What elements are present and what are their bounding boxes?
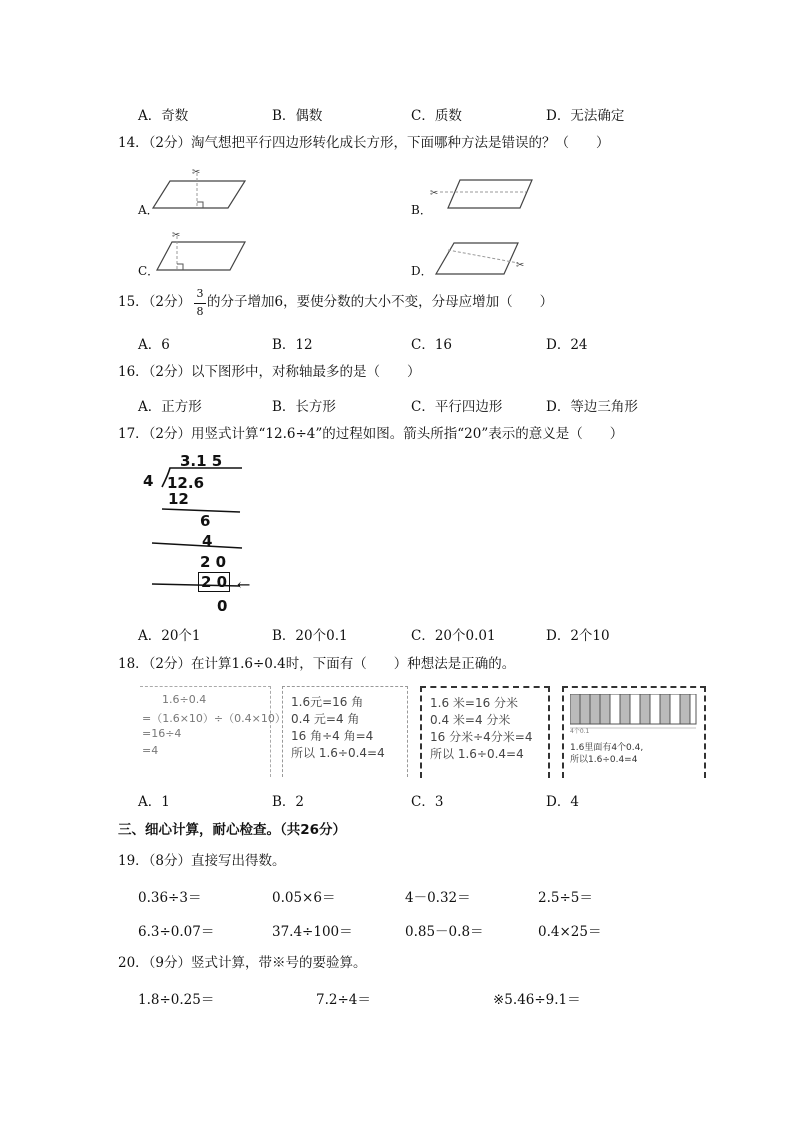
q19-item-4: 2.5÷5＝ — [538, 890, 593, 906]
q15-fraction-numerator: 3 — [196, 287, 204, 300]
box2-line-2: 0.4 元=4 角 — [291, 712, 360, 726]
q16-option-d: D．等边三角形 — [546, 399, 638, 415]
arrow-left-icon: ← — [237, 575, 251, 594]
box2-line-3: 16 角÷4 角=4 — [291, 729, 374, 743]
q15-stem: 的分子增加6，要使分数的大小不变，分母应增加（ ） — [207, 294, 554, 310]
q15-option-d: D．24 — [546, 337, 588, 353]
box2-line-1: 1.6元=16 角 — [291, 695, 364, 709]
q18-option-c: C．3 — [411, 794, 444, 810]
box1-line-3: =16÷4 — [142, 727, 182, 740]
q19-item-6: 37.4÷100＝ — [272, 924, 353, 940]
division-row-5-boxed: 2 0 — [198, 572, 230, 592]
division-quotient: 3.1 5 — [180, 452, 223, 470]
svg-text:✂: ✂ — [192, 167, 201, 178]
division-row-2: 6 — [200, 512, 211, 530]
q17-option-c: C．20个0.01 — [411, 628, 496, 644]
q19-stem: 19．（8分）直接写出得数。 — [118, 853, 286, 869]
box2-line-4: 所以 1.6÷0.4=4 — [291, 746, 385, 760]
box1-line-1: 1.6÷0.4 — [162, 693, 207, 706]
box1-line-2: =（1.6×10）÷（0.4×10） — [142, 712, 286, 725]
q16-stem: 16．（2分）以下图形中，对称轴最多的是（ ） — [118, 364, 421, 380]
q15-fraction-denominator: 8 — [196, 305, 204, 318]
division-row-6: 0 — [217, 597, 228, 615]
q19-item-1: 0.36÷3＝ — [138, 890, 202, 906]
box3-line-4: 所以 1.6÷0.4=4 — [430, 747, 524, 761]
q20-item-1: 1.8÷0.25＝ — [138, 992, 215, 1008]
q18-box-4 — [562, 686, 706, 778]
box4-line-2: 所以1.6÷0.4=4 — [570, 755, 638, 765]
q17-option-a: A．20个1 — [138, 628, 201, 644]
q15-option-b: B．12 — [272, 337, 313, 353]
q18-box-2 — [282, 686, 408, 777]
q18-box-3 — [420, 686, 550, 778]
box3-line-2: 0.4 米=4 分米 — [430, 713, 511, 727]
q14-figure-b — [430, 170, 540, 215]
q15-option-c: C．16 — [411, 337, 453, 353]
q17-stem: 17．（2分）用竖式计算“12.6÷4”的过程如图。箭头所指“20”表示的意义是（ ） — [118, 426, 624, 442]
q13-option-c: C．质数 — [411, 108, 462, 124]
q14-figure-a — [150, 163, 250, 213]
q14-figure-c — [150, 228, 250, 278]
q17-option-b: B．20个0.1 — [272, 628, 348, 644]
q14-label-b: B． — [411, 203, 432, 217]
q17-option-d: D．2个10 — [546, 628, 610, 644]
q19-item-2: 0.05×6＝ — [272, 890, 336, 906]
box4-line-1: 1.6里面有4个0.4, — [570, 743, 644, 753]
svg-text:✂: ✂ — [516, 260, 525, 271]
q20-item-2: 7.2÷4＝ — [316, 992, 371, 1008]
box4-grid-bars — [570, 694, 700, 730]
q18-option-b: B．2 — [272, 794, 305, 810]
division-row-3: 4 — [202, 532, 213, 550]
q16-option-a: A．正方形 — [138, 399, 202, 415]
q16-option-c: C．平行四边形 — [411, 399, 503, 415]
q13-option-b: B．偶数 — [272, 108, 323, 124]
q14-figure-d — [430, 236, 540, 280]
section-3-heading: 三、细心计算，耐心检查。（共26分） — [118, 822, 347, 838]
q13-option-a: A．奇数 — [138, 108, 189, 124]
q13-option-d: D．无法确定 — [546, 108, 625, 124]
box4-caption: 4个0.1 — [570, 728, 590, 735]
division-row-4: 2 0 — [200, 553, 227, 571]
q20-item-3: ※5.46÷9.1＝ — [493, 992, 581, 1008]
q14-label-d: D． — [411, 264, 433, 278]
division-divisor: 4 — [143, 472, 154, 490]
q19-item-5: 6.3÷0.07＝ — [138, 924, 215, 940]
q16-option-b: B．长方形 — [272, 399, 336, 415]
division-dividend: 12.6 — [167, 474, 205, 492]
svg-text:✂: ✂ — [430, 188, 439, 199]
box1-line-4: =4 — [142, 744, 159, 757]
q14-label-c: C． — [138, 264, 160, 278]
q14-label-a: A． — [138, 203, 159, 217]
q19-item-3: 4－0.32＝ — [405, 890, 471, 906]
q20-stem: 20．（9分）竖式计算，带※号的要验算。 — [118, 955, 367, 971]
box3-line-1: 1.6 米=16 分米 — [430, 696, 519, 710]
q18-option-d: D．4 — [546, 794, 579, 810]
q14-stem: 14．（2分）淘气想把平行四边形转化成长方形，下面哪种方法是错误的？（ ） — [118, 135, 610, 151]
division-row-1: 12 — [168, 490, 189, 508]
q19-item-7: 0.85－0.8＝ — [405, 924, 484, 940]
q18-stem: 18．（2分）在计算1.6÷0.4时，下面有（ ）种想法是正确的。 — [118, 656, 516, 672]
q15-fraction-bar — [194, 303, 206, 304]
q15-option-a: A．6 — [138, 337, 170, 353]
box3-line-3: 16 分米÷4分米=4 — [430, 730, 533, 744]
q15-prefix: 15．（2分） — [118, 294, 192, 310]
q18-option-a: A．1 — [138, 794, 170, 810]
q19-item-8: 0.4×25＝ — [538, 924, 602, 940]
q18-box-1 — [140, 686, 286, 777]
svg-text:✂: ✂ — [172, 230, 181, 241]
